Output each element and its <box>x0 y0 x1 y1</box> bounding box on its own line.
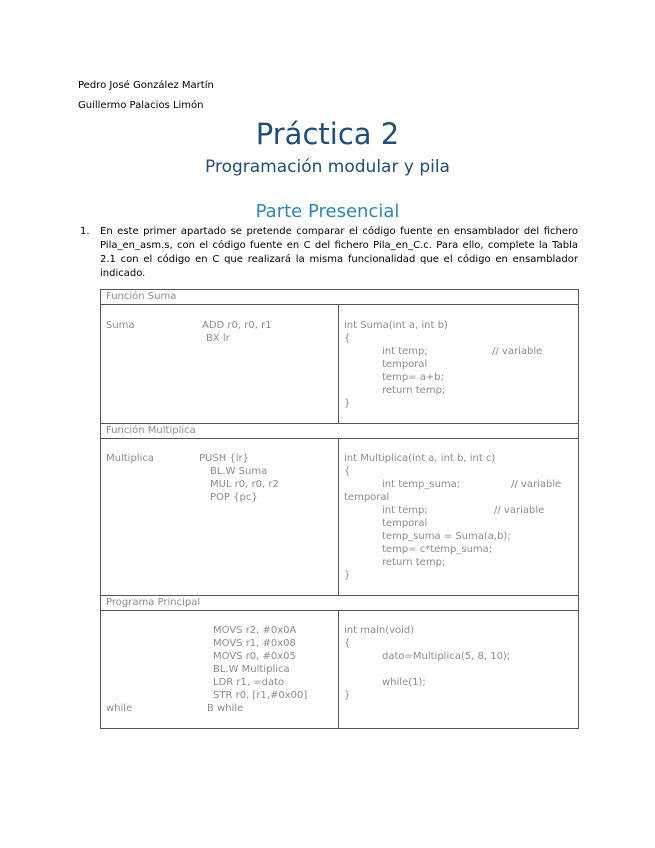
c-line: int temp; <box>382 346 428 357</box>
c-line: temporal <box>382 359 428 370</box>
c-line: int Suma(int a, int b) <box>344 320 448 331</box>
asm-line: BX lr <box>206 333 230 344</box>
c-comment: // variable <box>511 479 562 490</box>
c-line: return temp; <box>382 385 446 396</box>
asm-label: Multiplica <box>106 453 154 464</box>
asm-label: while <box>106 703 133 714</box>
asm-line: STR r0, [r1,#0x00] <box>213 690 308 701</box>
asm-cell-suma <box>101 305 339 424</box>
c-line: temp_suma = Suma(a,b); <box>382 531 511 542</box>
c-line: { <box>344 638 351 649</box>
document-subtitle: Programación modular y pila <box>205 157 450 177</box>
c-line: { <box>344 333 351 344</box>
c-line: int main(void) <box>344 625 415 636</box>
asm-line: MOVS r1, #0x08 <box>213 638 296 649</box>
list-item-number: 1. <box>80 226 90 237</box>
asm-label: Suma <box>106 320 135 331</box>
author-name: Guillermo Palacios Limón <box>78 100 204 111</box>
section-header-suma: Función Suma <box>101 290 579 305</box>
authors <box>78 76 214 116</box>
c-cell-suma <box>339 305 579 424</box>
section-header-multiplica: Función Multiplica <box>101 424 579 439</box>
asm-line: PUSH {lr} <box>199 453 250 464</box>
c-line: } <box>344 398 351 409</box>
asm-line: MOVS r0, #0x05 <box>213 651 296 662</box>
section-header-principal: Programa Principal <box>101 596 579 611</box>
c-comment: // variable <box>492 346 543 357</box>
c-cell-principal <box>339 611 579 729</box>
c-line: temp= c*temp_suma; <box>382 544 493 555</box>
c-line: temp= a+b; <box>382 372 444 383</box>
asm-line: ADD r0, r0, r1 <box>202 320 272 331</box>
c-line: { <box>344 466 351 477</box>
asm-cell-principal <box>101 611 339 729</box>
c-line: temporal <box>382 518 428 529</box>
c-line: dato=Multiplica(5, 8, 10); <box>382 651 511 662</box>
c-line: temporal <box>344 492 390 503</box>
asm-line: B while <box>207 703 244 714</box>
list-item-text: En este primer apartado se pretende comparar el código fuente en ensamblador del fichero Pila_en_asm.s, con el código fuente en C del fichero Pila_en_C.c. Para ello, complete la Tabla 2.1 con el código en C que realizará la misma funcionalidad que el código en ensamblador indicado. <box>100 226 578 279</box>
c-line: int Multiplica(int a, int b, int c) <box>344 453 496 464</box>
c-line: int temp; <box>382 505 428 516</box>
document-title: Práctica 2 <box>255 117 400 151</box>
section-heading: Parte Presencial <box>255 201 400 222</box>
asm-cell-multiplica <box>101 439 339 596</box>
c-line: while(1); <box>382 677 426 688</box>
asm-line: MOVS r2, #0x0A <box>213 625 297 636</box>
c-cell-multiplica <box>339 439 579 596</box>
c-line: } <box>344 570 351 581</box>
c-line: int temp_suma; <box>382 479 461 490</box>
asm-line: LDR r1, =dato <box>213 677 285 688</box>
asm-line: MUL r0, r0, r2 <box>210 479 279 490</box>
code-comparison-table <box>100 289 579 729</box>
asm-line: POP {pc} <box>210 492 258 503</box>
asm-line: BL.W Suma <box>210 466 268 477</box>
list-item <box>80 225 578 281</box>
c-comment: // variable <box>494 505 545 516</box>
c-line: } <box>344 690 351 701</box>
asm-line: BL.W Multiplica <box>213 664 290 675</box>
c-line: return temp; <box>382 557 446 568</box>
author-name: Pedro José González Martín <box>78 80 214 91</box>
